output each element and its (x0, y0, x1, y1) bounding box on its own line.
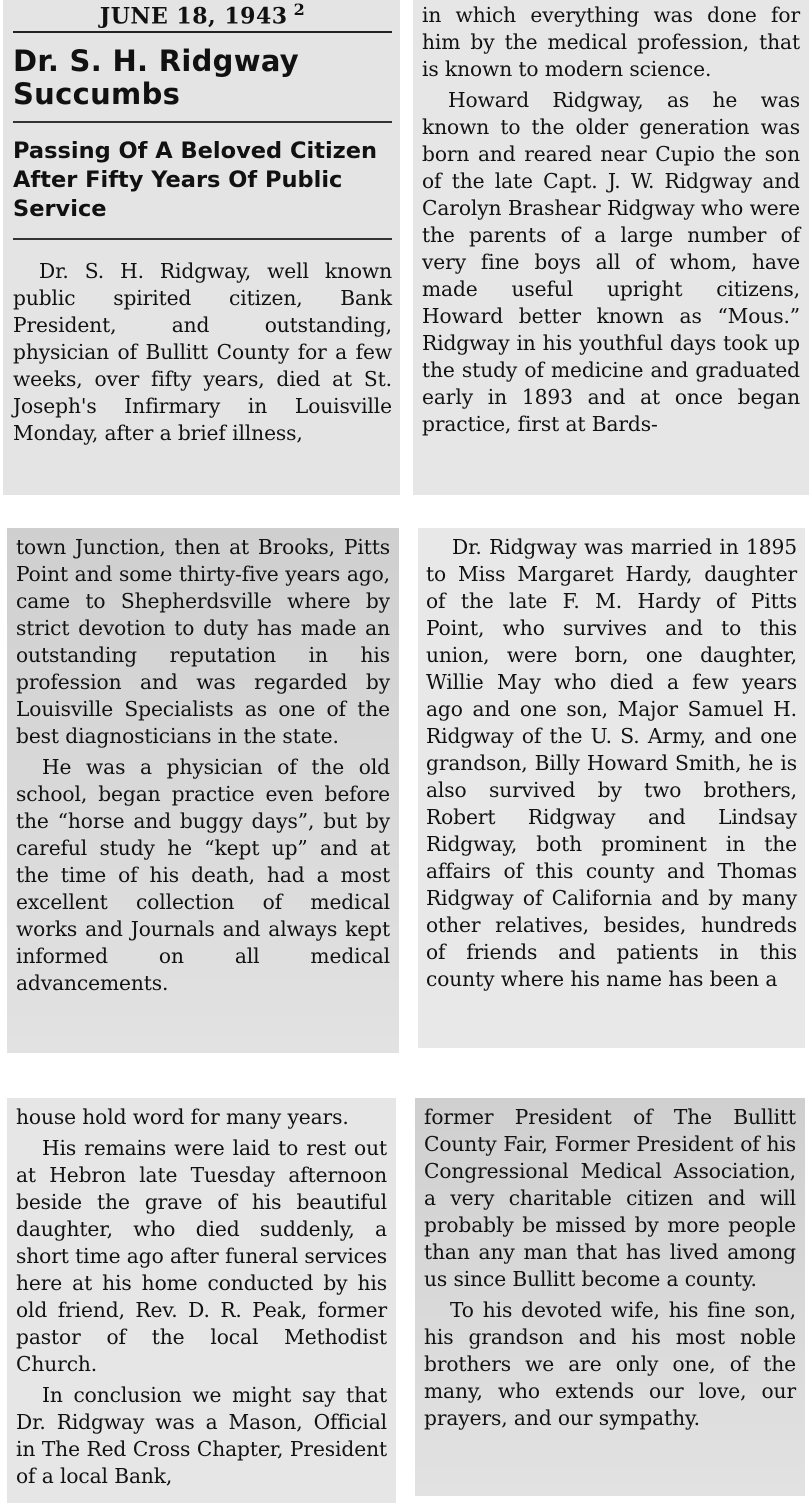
paragraph: Howard Ridgway, as he was known to the older generation was born and reared near Cupio the son of the late Capt. J. W. Ridgway and Carolyn Brashear Ridgway who were the parents of a large number of very fine boys all of whom, have made useful upright citizens, Howard better known as “Mous.” Ridgway in his youthful days took up the study of medicine and graduated early in 1893 and at once began practice, first at Bards- (422, 88, 800, 436)
page-number: 2 (293, 0, 306, 19)
clip-tribute (415, 1098, 805, 1496)
clip-practice (7, 528, 399, 1053)
paragraph: town Junction, then at Brooks, Pitts Point and some thirty-five years ago, came to Shepherdsville where by strict devotion to duty has made an outstanding reputation in his profession and was regarded by Louisville Specialists as one of the best diagnosticians in the state. (16, 535, 390, 748)
clip-funeral (7, 1098, 396, 1503)
paragraph: To his devoted wife, his fine son, his grandson and his most noble brothers we are only one, of the many, who extends our love, our prayers, and our sympathy. (424, 1298, 796, 1430)
paragraph: former President of The Bullitt County Fair, Former President of his Congressional Medical Association, a very charitable citizen and will probably be missed by more people than any man that has lived among us since Bullitt become a county. (424, 1105, 796, 1291)
clip-family (418, 528, 805, 1048)
paragraph: In conclusion we might say that Dr. Ridgway was a Mason, Official in The Red Cross Chapter, President of a local Bank, (16, 1383, 387, 1488)
dateline (13, 0, 392, 33)
clip-birth-education (413, 0, 809, 495)
paragraph: He was a physician of the old school, began practice even before the “horse and buggy days”, but by careful study he “kept up” and at the time of his death, had a most excellent collection of medical works and Journals and always kept informed on all medical advancements. (16, 755, 390, 995)
article-date: JUNE 18, 1943 (99, 3, 288, 30)
paragraph: His remains were laid to rest out at Hebron late Tuesday afternoon beside the grave of his beautiful daughter, who died suddenly, a short time ago after funeral services here at his home conducted by his old friend, Rev. D. R. Peak, former pastor of the local Methodist Church. (16, 1136, 387, 1376)
clip-headline (3, 0, 400, 495)
paragraph: house hold word for many years. (16, 1105, 349, 1129)
paragraph: in which everything was done for him by the medical profession, that is known to modern science. (422, 3, 800, 81)
divider (13, 121, 392, 123)
divider (13, 238, 392, 240)
subheadline: Passing Of A Beloved Citizen After Fifty Years Of Public Service (13, 138, 378, 223)
paragraph: Dr. Ridgway was married in 1895 to Miss Margaret Hardy, daughter of the late F. M. Hardy of Pitts Point, who survives and to this union, were born, one daughter, Willie May who died a few years ago and one son, Major Samuel H. Ridgway of the U. S. Army, and one grandson, Billy Howard Smith, he is also survived by two brothers, Robert Ridgway and Lindsay Ridgway, both prominent in the affairs of this county and Thomas Ridgway of California and by many other relatives, besides, hundreds of friends and patients in this county where his name has been a (426, 535, 797, 991)
headline: Dr. S. H. Ridgway Succumbs (13, 44, 299, 112)
paragraph: Dr. S. H. Ridgway, well known public spirited citizen, Bank President, and outstanding, physician of Bullitt County for a few weeks, over fifty years, died at St. Joseph's Infirmary in Louisville Monday, after a brief illness, (13, 259, 392, 446)
